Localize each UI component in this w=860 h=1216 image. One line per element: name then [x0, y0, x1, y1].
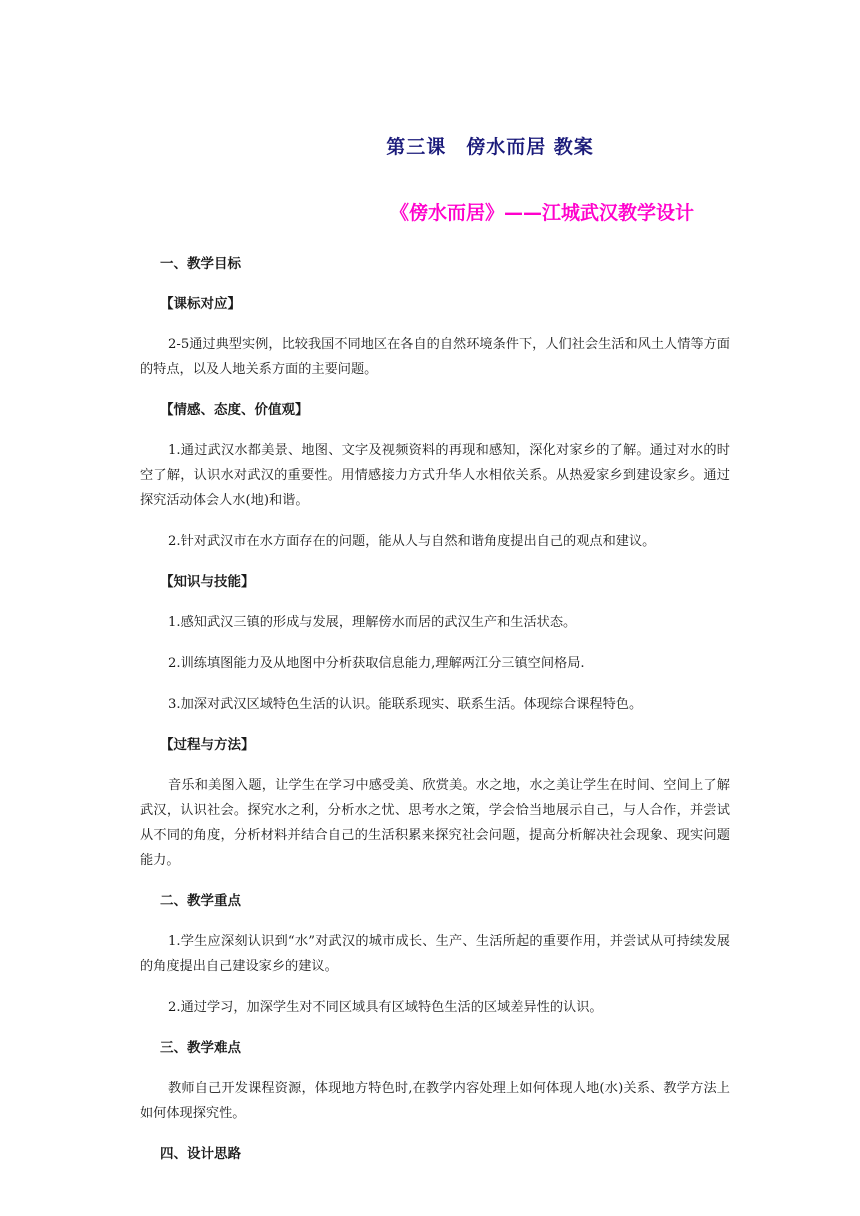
paragraph-emotion-1: 1.通过武汉水都美景、地图、文字及视频资料的再现和感知，深化对家乡的了解。通过对水的时空了解，认识水对武汉的重要性。用情感接力方式升华人水相依关系。从热爱家乡到建设家乡。通过探究活动体会人水(地)和谐。	[140, 443, 730, 508]
paragraph-difficulties: 教师自己开发课程资源，体现地方特色时,在教学内容处理上如何体现人地(水)关系、教学方法上如何体现探究性。	[140, 1081, 730, 1121]
subheading-emotion: 【情感、态度、价值观】	[160, 402, 309, 418]
section-heading-objectives: 一、教学目标	[160, 256, 241, 272]
subheading-knowledge: 【知识与技能】	[160, 574, 255, 590]
section-heading-difficulties: 三、教学难点	[160, 1040, 241, 1056]
section-heading-design: 四、设计思路	[160, 1146, 241, 1162]
subheading-process: 【过程与方法】	[160, 737, 255, 753]
paragraph-emotion-2: 2.针对武汉市在水方面存在的问题，能从人与自然和谐角度提出自己的观点和建议。	[168, 534, 656, 549]
document-title: 第三课 傍水而居 教案	[386, 136, 594, 158]
paragraph-keypoints-2: 2.通过学习，加深学生对不同区域具有区域特色生活的区域差异性的认识。	[168, 1000, 603, 1015]
document-subtitle: 《傍水而居》——江城武汉教学设计	[390, 202, 695, 224]
document-body	[140, 252, 730, 1182]
paragraph-curriculum: 2-5通过典型实例，比较我国不同地区在各自的自然环境条件下，人们社会生活和风土人情等方面的特点，以及人地关系方面的主要问题。	[140, 337, 730, 377]
paragraph-knowledge-1: 1.感知武汉三镇的形成与发展，理解傍水而居的武汉生产和生活状态。	[168, 615, 577, 630]
paragraph-keypoints-1: 1.学生应深刻认识到“水”对武汉的城市成长、生产、生活所起的重要作用，并尝试从可持续发展的角度提出自己建设家乡的建议。	[140, 934, 730, 974]
subheading-curriculum: 【课标对应】	[160, 296, 241, 312]
section-heading-keypoints: 二、教学重点	[160, 893, 241, 909]
paragraph-knowledge-2: 2.训练填图能力及从地图中分析获取信息能力,理解两江分三镇空间格局.	[168, 656, 585, 671]
paragraph-process: 音乐和美图入题，让学生在学习中感受美、欣赏美。水之地，水之美让学生在时间、空间上了解武汉，认识社会。探究水之利，分析水之忧、思考水之策，学会恰当地展示自己，与人合作，并尝试从不同的角度，分析材料并结合自己的生活积累来探究社会问题，提高分析解决社会现象、现实问题能力。	[140, 778, 730, 868]
paragraph-knowledge-3: 3.加深对武汉区域特色生活的认识。能联系现实、联系生活。体现综合课程特色。	[168, 697, 643, 712]
